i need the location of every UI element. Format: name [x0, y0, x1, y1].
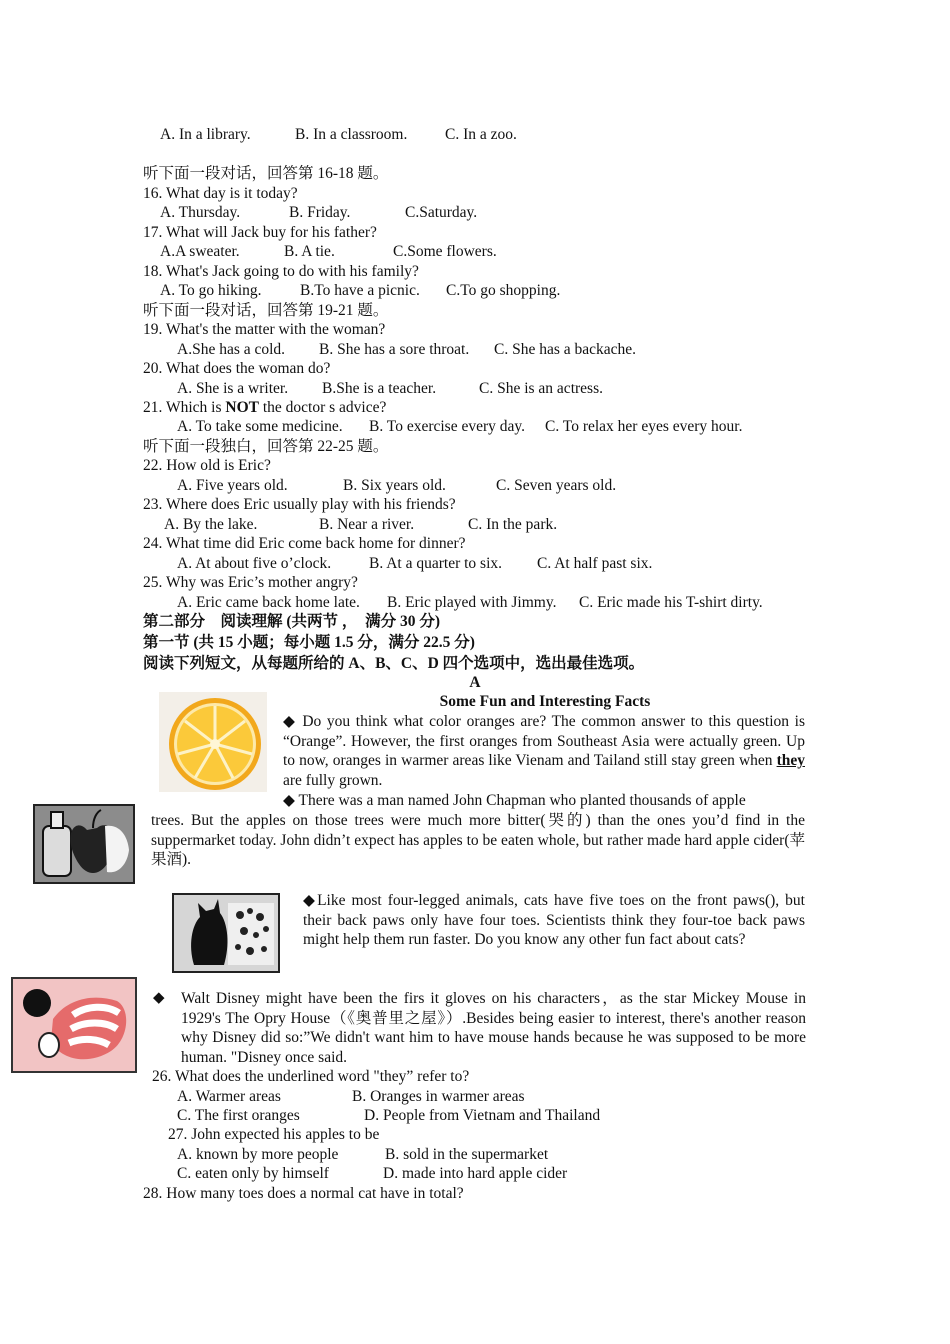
q16-option-b: B. Friday.: [289, 204, 351, 221]
q21-options: [177, 417, 742, 436]
q27-option-d: D. made into hard apple cider: [383, 1165, 568, 1182]
q22-stem: 22. How old is Eric?: [143, 457, 271, 474]
q19-option-b: B. She has a sore throat.: [319, 341, 470, 358]
q22-option-c: C. Seven years old.: [496, 477, 617, 494]
q20-option-a: A. She is a writer.: [177, 380, 289, 397]
q17-options: [160, 242, 497, 261]
q25-stem: 25. Why was Eric’s mother angry?: [143, 574, 358, 591]
q27-options-row2: [177, 1164, 567, 1183]
q25-option-b: B. Eric played with Jimmy.: [387, 594, 557, 611]
q16-stem: 16. What day is it today?: [143, 185, 298, 202]
q23-option-b: B. Near a river.: [319, 516, 415, 533]
q26-option-d: D. People from Vietnam and Thailand: [364, 1107, 601, 1124]
q21-option-b: B. To exercise every day.: [369, 418, 526, 435]
q25-option-a: A. Eric came back home late.: [177, 594, 360, 611]
q16-option-a: A. Thursday.: [160, 204, 241, 221]
q27-option-a: A. known by more people: [177, 1146, 339, 1163]
instruction-19-21: 听下面一段对话，回答第 19-21 题。: [143, 302, 389, 319]
q24-option-c: C. At half past six.: [537, 555, 653, 572]
part2-heading: 第二部分 阅读理解 (共两节 ， 满分 30 分): [143, 613, 441, 630]
q19-option-c: C. She has a backache.: [494, 341, 637, 358]
q19-option-a: A.She has a cold.: [177, 341, 286, 358]
paragraph-apples-first-line: ◆ There was a man named John Chapman who planted thousands of apple: [283, 792, 746, 809]
mickey-glove-icon: [13, 979, 135, 1071]
q17-stem: 17. What will Jack buy for his father?: [143, 224, 377, 241]
underlined-word-they: they: [776, 752, 805, 770]
q26-stem: 26. What does the underlined word "they” refer to?: [152, 1068, 470, 1085]
q27-option-c: C. eaten only by himself: [177, 1165, 329, 1182]
q21-stem-post: the doctor s advice?: [258, 399, 387, 416]
q18-options: [160, 281, 560, 300]
q23-option-c: C. In the park.: [468, 516, 558, 533]
paragraph-cats: ◆Like most four-legged animals, cats have five toes on the front paws(), but their back paws only have four toes. Scientists think they four-toe back paws might help them run faster. Do you know any other fun fact about cats?: [303, 892, 805, 949]
paragraph-apples: trees. But the apples on those trees were much more bitter(哭的) than the ones you’d find in the suppermarket today. John didn’t expect has apples to be eaten whole, but rather made hard apple cider(苹果酒).: [151, 812, 805, 869]
section1-instruction: 阅读下列短文，从每题所给的 A、B、C、D 四个选项中，选出最佳选项。: [143, 655, 645, 672]
q26-option-c: C. The first oranges: [177, 1107, 300, 1124]
q24-options: [177, 554, 652, 573]
q17-option-b: B. A tie.: [284, 243, 335, 260]
q20-option-b: B.She is a teacher.: [322, 380, 437, 397]
apple-cider-image: [33, 804, 135, 884]
q25-option-c: C. Eric made his T-shirt dirty.: [579, 594, 763, 611]
q28-stem: 28. How many toes does a normal cat have in total?: [143, 1185, 464, 1202]
q24-option-a: A. At about five o’clock.: [177, 555, 332, 572]
q20-stem: 20. What does the woman do?: [143, 360, 331, 377]
q15-option-a: A. In a library.: [160, 126, 251, 143]
q20-options: [177, 379, 603, 398]
q17-option-c: C.Some flowers.: [393, 243, 497, 260]
q20-option-c: C. She is an actress.: [479, 380, 603, 397]
q23-options: [164, 515, 557, 534]
paragraph-oranges-end: are fully grown.: [283, 771, 383, 789]
q21-stem: [143, 398, 386, 417]
q27-options-row1: [177, 1145, 548, 1164]
cat-icon: [174, 895, 278, 971]
q21-stem-bold: NOT: [225, 399, 259, 416]
q19-options: [177, 340, 636, 359]
q26-option-a: A. Warmer areas: [177, 1088, 281, 1105]
paragraph-oranges-text: ◆ Do you think what color oranges are? The common answer to this question is “Orange”. However, the first oranges from Southeast Asia were actually green. Up to now, oranges in warmer areas like Vienam and Tailand still stay green when: [283, 713, 805, 770]
q25-options: [177, 593, 763, 612]
q27-option-b: B. sold in the supermarket: [385, 1146, 549, 1163]
q22-options: [177, 476, 616, 495]
q16-options: [160, 203, 477, 222]
q21-option-a: A. To take some medicine.: [177, 418, 343, 435]
q23-stem: 23. Where does Eric usually play with his friends?: [143, 496, 456, 513]
apple-bottle-icon: [35, 806, 133, 882]
section1-heading: 第一节 (共 15 小题；每小题 1.5 分，满分 22.5 分): [143, 634, 475, 651]
passage-title: Some Fun and Interesting Facts: [439, 693, 651, 710]
q17-option-a: A.A sweater.: [160, 243, 240, 260]
instruction-16-18: 听下面一段对话，回答第 16-18 题。: [143, 165, 389, 182]
q26-options-row1: [177, 1087, 525, 1106]
orange-image: [159, 692, 267, 792]
q15-option-b: B. In a classroom.: [295, 126, 408, 143]
q22-option-a: A. Five years old.: [177, 477, 288, 494]
paragraph-oranges: [283, 712, 805, 790]
q21-stem-pre: 21. Which is: [143, 399, 226, 416]
q24-stem: 24. What time did Eric come back home for dinner?: [143, 535, 466, 552]
q21-option-c: C. To relax her eyes every hour.: [545, 418, 743, 435]
q22-option-b: B. Six years old.: [343, 477, 446, 494]
q15-options: [160, 125, 517, 144]
instruction-22-25: 听下面一段独白，回答第 22-25 题。: [143, 438, 389, 455]
cat-paws-image: [172, 893, 280, 973]
mickey-mouse-image: [11, 977, 137, 1073]
q24-option-b: B. At a quarter to six.: [369, 555, 503, 572]
q23-option-a: A. By the lake.: [164, 516, 258, 533]
q27-stem: 27. John expected his apples to be: [168, 1126, 380, 1143]
q26-options-row2: [177, 1106, 600, 1125]
q15-option-c: C. In a zoo.: [445, 126, 517, 143]
q19-stem: 19. What's the matter with the woman?: [143, 321, 386, 338]
orange-slice-icon: [159, 692, 267, 792]
passage-letter: A: [469, 674, 481, 691]
q18-option-c: C.To go shopping.: [446, 282, 561, 299]
paragraph-disney: Walt Disney might have been the firs it gloves on his characters，as the star Mickey Mouse in 1929's The Opry House（《奥普里之屋》）.Besides being easier to interest, there's another reason why Disney did so:”We didn't want him to have mouse hands because he was supposed to be more human. "Disney once said.: [181, 990, 806, 1066]
q18-option-a: A. To go hiking.: [160, 282, 262, 299]
q16-option-c: C.Saturday.: [405, 204, 478, 221]
bullet-icon: ◆: [153, 990, 165, 1006]
q26-option-b: B. Oranges in warmer areas: [352, 1088, 525, 1105]
q18-option-b: B.To have a picnic.: [300, 282, 420, 299]
q18-stem: 18. What's Jack going to do with his family?: [143, 263, 419, 280]
